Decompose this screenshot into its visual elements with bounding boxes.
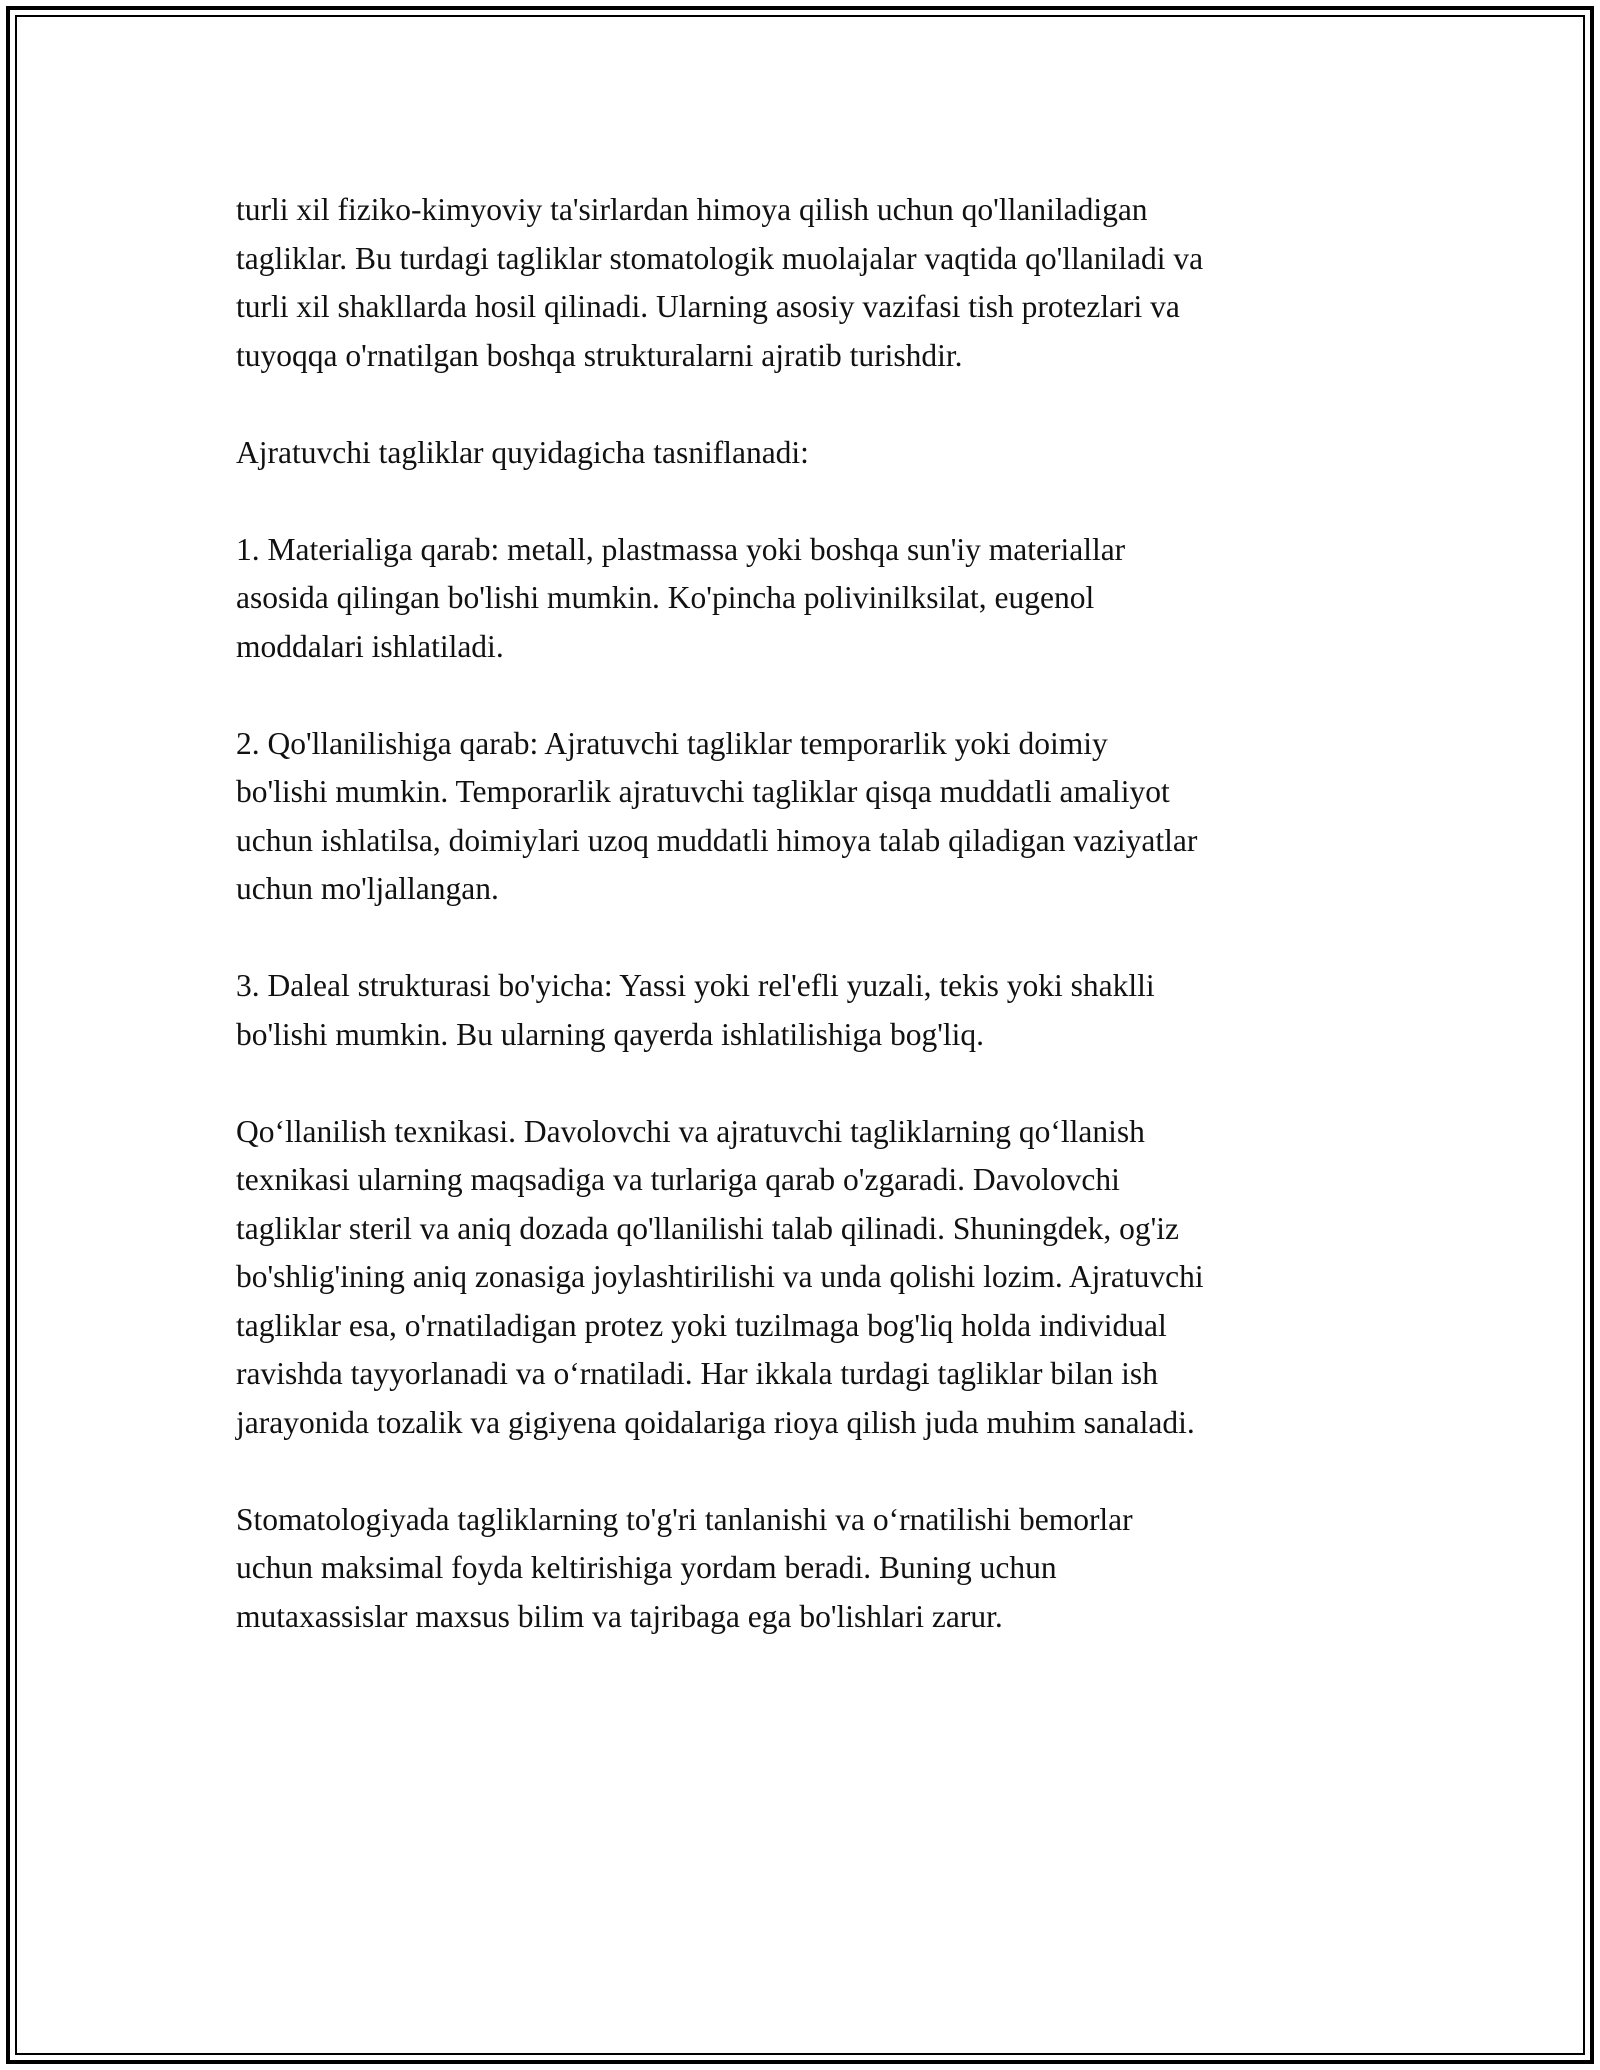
paragraph-classification-heading: Ajratuvchi tagliklar quyidagicha tasniflanadi: [236,434,809,470]
list-item-material: 1. Materialiga qarab: metall, plastmassa yoki boshqa sun'iy materiallar asosida qilingan bo'lishi mumkin. Ko'pincha polivinilksilat, eugenol moddalari ishlatiladi. [236,531,1126,664]
paragraph-conclusion: Stomatologiyada tagliklarning to'g'ri tanlanishi va o‘rnatilishi bemorlar uchun maksimal foyda keltirishiga yordam beradi. Buning uchun mutaxassislar maxsus bilim va tajribaga ega bo'lishlari zarur. [236,1501,1133,1634]
list-item-application: 2. Qo'llanilishiga qarab: Ajratuvchi tagliklar temporarlik yoki doimiy bo'lishi mumkin. Temporarlik ajratuvchi tagliklar qisqa muddatli amaliyot uchun ishlatilsa, doimiylari uzoq muddatli himoya talab qiladigan vaziyatlar uchun mo'ljallangan. [236,725,1198,906]
paragraph-technique: Qo‘llanilish texnikasi. Davolovchi va ajratuvchi tagliklarning qo‘llanish texnikasi ularning maqsadiga va turlariga qarab o'zgaradi. Davolovchi tagliklar steril va aniq dozada qo'llanilishi talab qilinadi. Shuningdek, og'iz bo'shlig'ining aniq zonasiga joylashtirilishi va unda qolishi lozim. Ajratuvchi tagliklar esa, o'rnatiladigan protez yoki tuzilmaga bog'liq holda individual ravishda tayyorlanadi va o‘rnatiladi. Har ikkala turdagi tagliklar bilan ish jarayonida tozalik va gigiyena qoidalariga rioya qilish juda muhim sanaladi. [236,1113,1204,1440]
paragraph-intro-continuation: turli xil fiziko-kimyoviy ta'sirlardan himoya qilish uchun qo'llaniladigan tagliklar. Bu turdagi tagliklar stomatologik muolajalar vaqtida qo'llaniladi va turli xil shakllarda hosil qilinadi. Ularning asosiy vazifasi tish protezlari va tuyoqqa o'rnatilgan boshqa strukturalarni ajratib turishdir. [236,192,1204,373]
document-body [236,186,1376,1641]
list-item-structure: 3. Daleal strukturasi bo'yicha: Yassi yoki rel'efli yuzali, tekis yoki shaklli bo'lishi mumkin. Bu ularning qayerda ishlatilishiga bog'liq. [236,968,1155,1052]
